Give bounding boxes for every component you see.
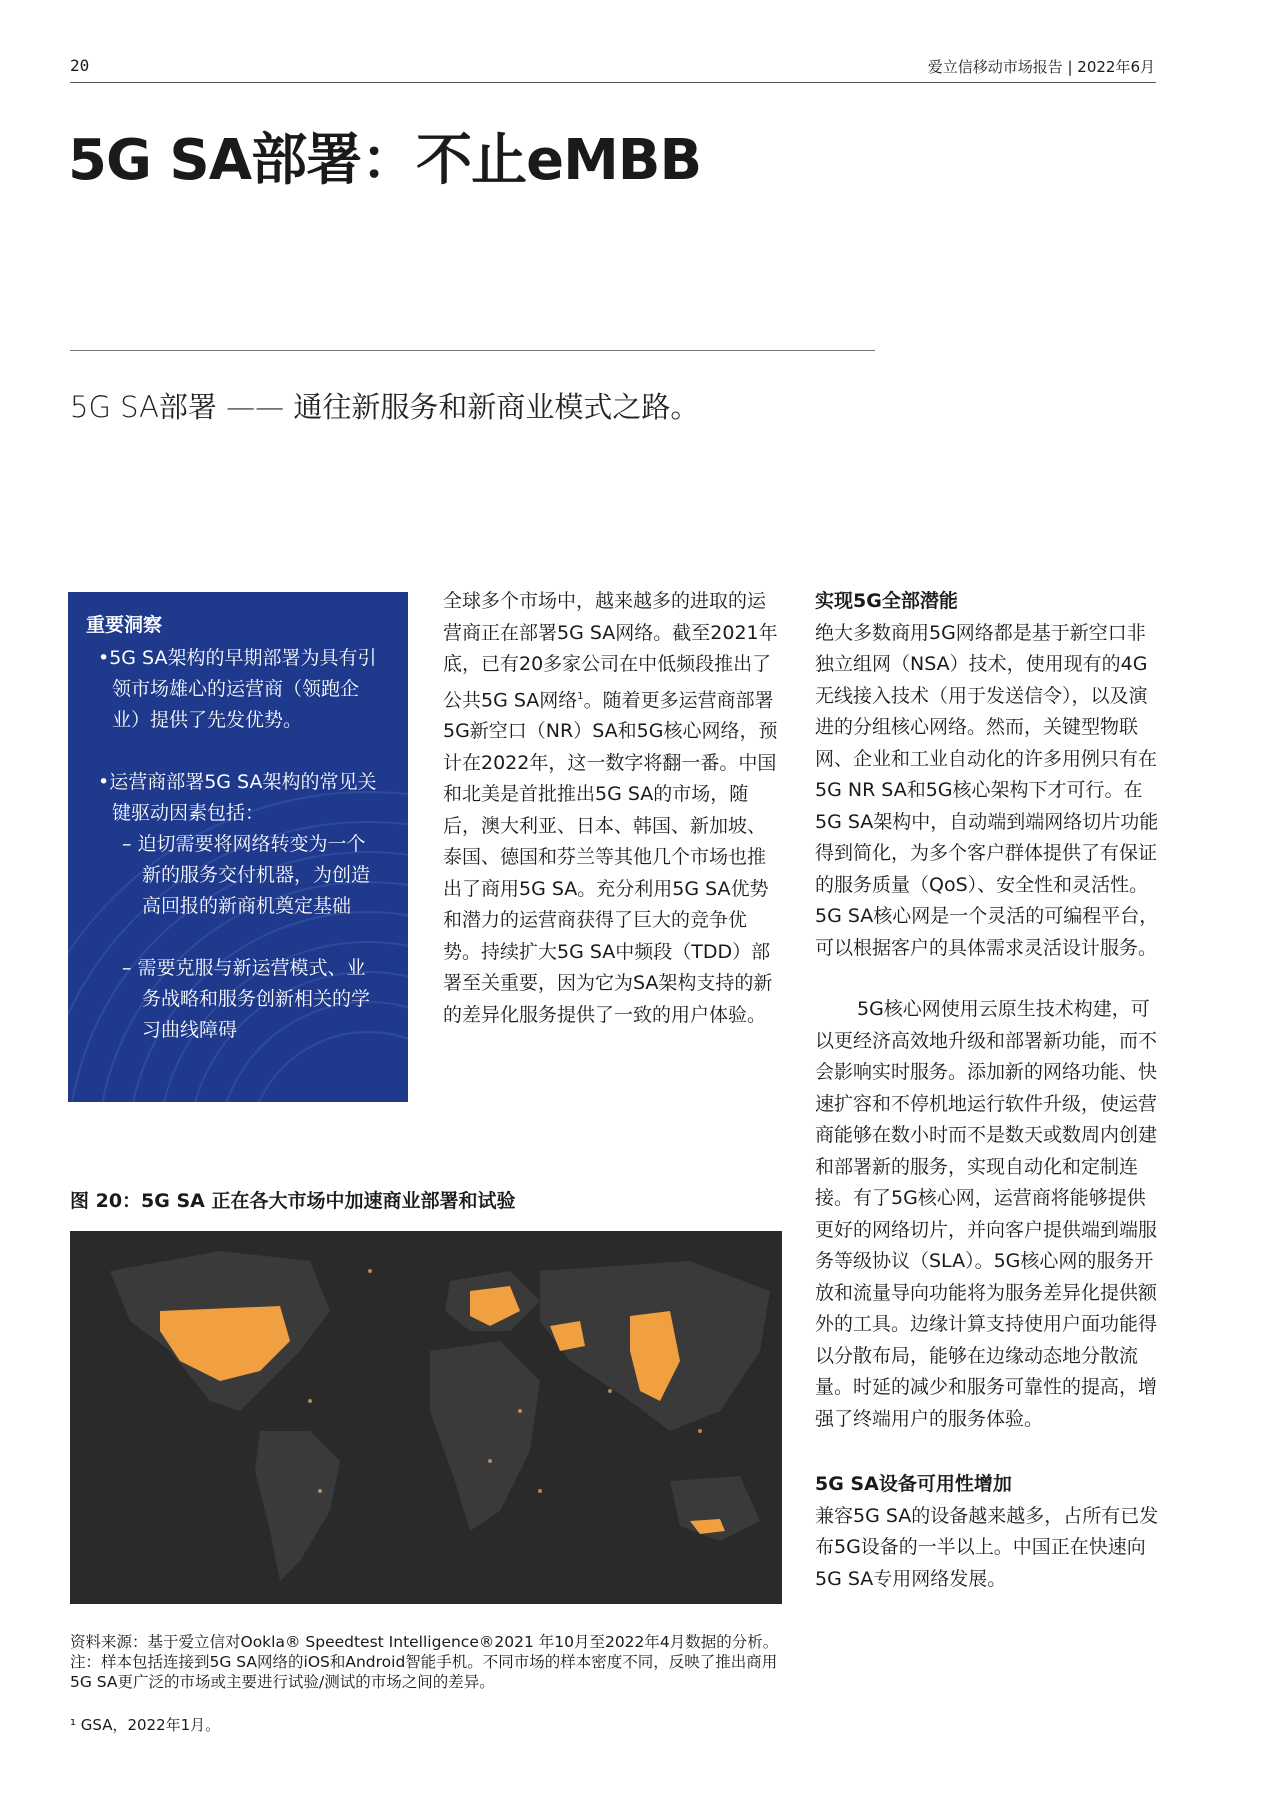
note-line: 注：样本包括连接到5G SA网络的iOS和Android智能手机。不同市场的样本密度不同，反映了推出商用5G SA更广泛的市场或主要进行试验/测试的市场之间的差异。 [70, 1653, 778, 1691]
body-paragraph: 兼容5G SA的设备越来越多，占所有已发布5G设备的一半以上。中国正在快速向5G SA专用网络发展。 [815, 1504, 1159, 1590]
body-paragraph: 绝大多数商用5G网络都是基于新空口非独立组网（NSA）技术，使用现有的4G无线接入技术（用于发送信令），以及演进的分组核心网络。然而，关键型物联网、企业和工业自动化的许多用例只有在5G NR SA和5G核心架构下才可行。在5G SA架构中，自动端到端网络切片功能得到简化，为多个客户群体提供了有保证的服务质量（QoS）、安全性和灵活性。5G SA核心网是一个灵活的可编程平台，可以根据客户的具体需求灵活设计服务。 [815, 621, 1159, 959]
insight-line: •5G SA架构的早期部署为具有引 [98, 647, 377, 669]
body-column-3 [815, 586, 1160, 1595]
figure-source [70, 1632, 790, 1692]
insight-line: – 迫切需要将网络转变为一个 [122, 833, 366, 855]
footnote-ref[interactable]: 1 [577, 690, 584, 702]
body-paragraph: 全球多个市场中，越来越多的进取的运营商正在部署5G SA网络。截至2021年底，已有20多家公司在中低频段推出了公共5G SA网络$^1$。随着更多运营商部署5G新空口（NR）SA和5G核心网络，预计在2022年，这一数字将翻一番。中国和北美是首批推出5G SA的市场，随后，澳大利亚、日本、韩国、新加坡、泰国、德国和芬兰等其他几个市场也推出了商用5G SA。充分利用5G SA优势和潜力的运营商获得了巨大的竞争优势。持续扩大5G SA中频段（TDD）部署至关重要，因为它为SA架构支持的新的差异化服务提供了一致的用户体验。 [443, 590, 778, 1026]
insight-line: 新的服务交付机器，为创造 [142, 864, 371, 886]
world-map [70, 1231, 782, 1604]
insight-line: •运营商部署5G SA架构的常见关 [98, 771, 377, 793]
body-column-2 [443, 586, 783, 1031]
insight-line: 领市场雄心的运营商（领跑企 [112, 678, 360, 700]
source-line: 资料来源：基于爱立信对Ookla® Speedtest Intelligence®2021 年10月至2022年4月数据的分析。 [70, 1633, 779, 1651]
section-heading: 实现5G全部潜能 [815, 590, 958, 612]
body-paragraph: 5G核心网使用云原生技术构建，可以更经济高效地升级和部署新功能，而不会影响实时服务。添加新的网络功能、快速扩容和不停机地运行软件升级，使运营商能够在数小时而不是数天或数周内创建和部署新的服务，实现自动化和定制连接。有了5G核心网，运营商将能够提供更好的网络切片，并向客户提供端到端服务等级协议（SLA）。5G核心网的服务开放和流量导向功能将为服务差异化提供额外的工具。边缘计算支持使用户面功能得以分散布局，能够在边缘动态地分散流量。时延的减少和服务可靠性的提高，增强了终端用户的服务体验。 [815, 998, 1158, 1430]
key-insights-box [68, 592, 408, 1102]
insight-line: 业）提供了先发优势。 [112, 709, 303, 731]
insights-title: 重要洞察 [86, 614, 163, 636]
insight-line: 高回报的新商机奠定基础 [142, 895, 352, 917]
insight-line: 习曲线障碍 [142, 1019, 238, 1041]
world-map-figure [70, 1231, 782, 1604]
page-number: 20 [70, 56, 90, 75]
header-rule [70, 82, 1156, 83]
footnote: ¹ GSA，2022年1月。 [70, 1716, 221, 1734]
figure-title: 图 20：5G SA 正在各大市场中加速商业部署和试验 [70, 1190, 516, 1212]
insight-line: 键驱动因素包括： [112, 802, 265, 824]
section-heading: 5G SA设备可用性增加 [815, 1473, 1012, 1495]
insight-line: 务战略和服务创新相关的学 [142, 988, 371, 1010]
report-header: 爱立信移动市场报告 | 2022年6月 [927, 58, 1155, 76]
page-subtitle: 5G SA部署 —— 通往新服务和新商业模式之路。 [70, 390, 700, 424]
insight-line: – 需要克服与新运营模式、业 [122, 957, 366, 979]
page-title: 5G SA部署：不止eMBB [68, 128, 702, 193]
subtitle-rule [70, 350, 875, 351]
